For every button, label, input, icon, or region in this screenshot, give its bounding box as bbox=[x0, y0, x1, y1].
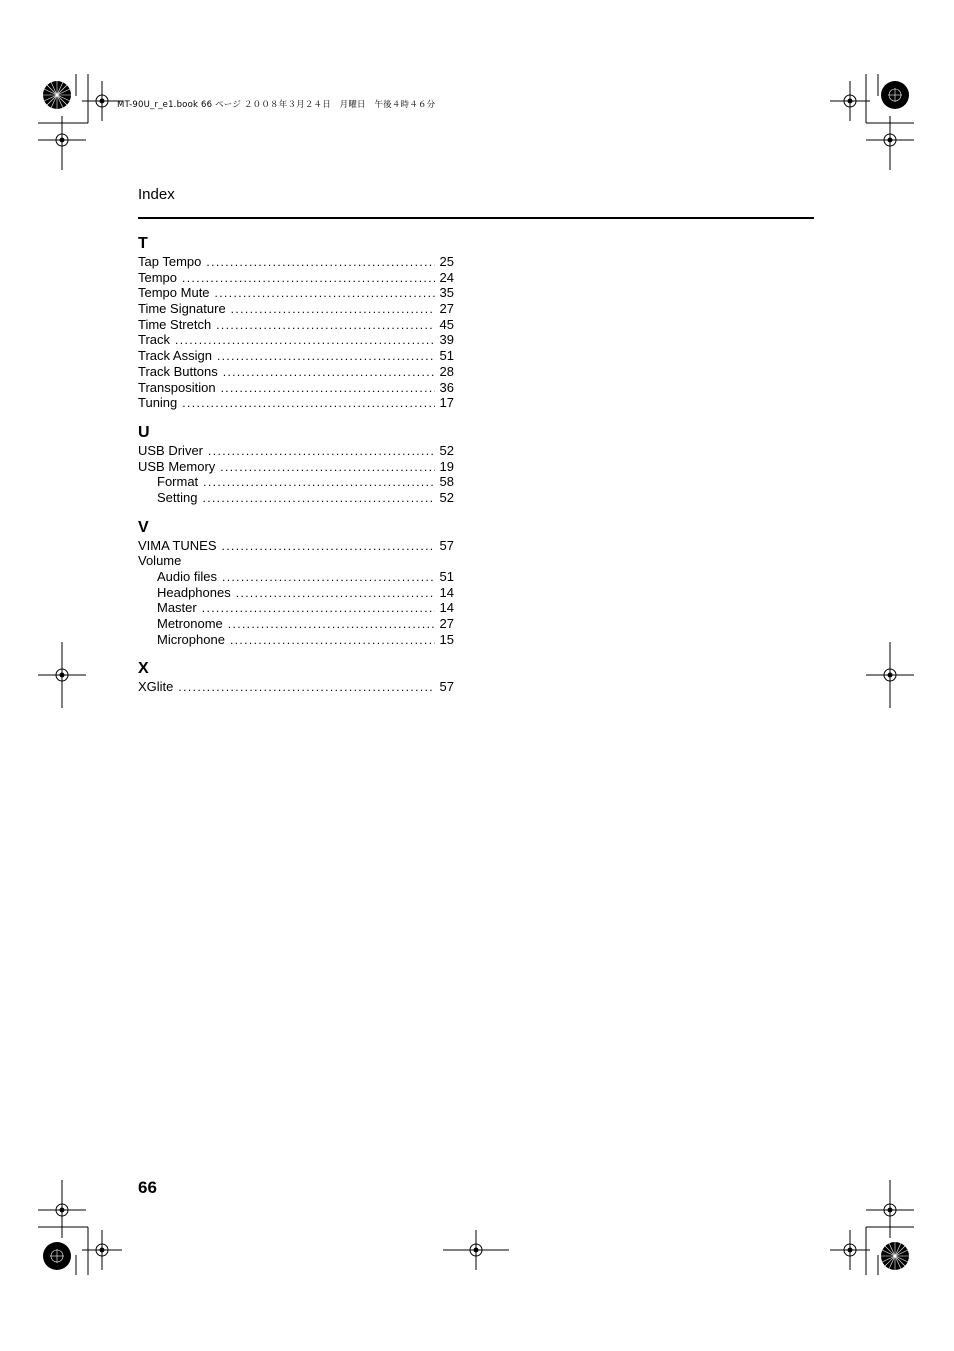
section-letter: T bbox=[138, 235, 148, 252]
entry-term: Time Signature bbox=[138, 301, 226, 317]
entry-term: Time Stretch bbox=[138, 316, 212, 332]
entry-page-number: 52 bbox=[439, 442, 454, 458]
entry-page-number: 57 bbox=[439, 679, 454, 695]
index-entry bbox=[138, 332, 454, 348]
index-entry bbox=[138, 553, 454, 569]
dot-leader bbox=[203, 475, 434, 491]
starburst-mark-icon bbox=[880, 80, 910, 110]
index-entry bbox=[138, 380, 454, 396]
dot-leader bbox=[206, 255, 434, 271]
dot-leader bbox=[222, 539, 435, 555]
registration-target-icon bbox=[830, 1230, 870, 1270]
index-entry bbox=[138, 348, 454, 364]
index-entry bbox=[138, 538, 454, 554]
registration-target-icon bbox=[38, 112, 86, 172]
entry-page-number: 39 bbox=[439, 332, 454, 348]
index-entry bbox=[138, 364, 454, 380]
dot-leader bbox=[231, 302, 435, 318]
entry-term: Tempo Mute bbox=[138, 285, 210, 301]
entry-term: Tuning bbox=[138, 395, 178, 411]
entry-page-number: 15 bbox=[439, 631, 454, 647]
dot-leader bbox=[175, 333, 435, 349]
entry-page-number: 51 bbox=[439, 348, 454, 364]
index-subentry bbox=[138, 600, 454, 616]
starburst-mark-icon bbox=[42, 1241, 72, 1271]
entry-term: Microphone bbox=[157, 631, 225, 647]
registration-target-icon bbox=[866, 642, 914, 708]
index-subentry bbox=[138, 632, 454, 648]
entry-page-number: 27 bbox=[439, 616, 454, 632]
dot-leader bbox=[215, 286, 435, 302]
index-entry bbox=[138, 679, 454, 695]
entry-page-number: 25 bbox=[439, 254, 454, 269]
header-rule bbox=[138, 217, 814, 219]
entry-term: Track bbox=[138, 332, 171, 348]
dot-leader bbox=[216, 318, 434, 334]
entry-term: XGlite bbox=[138, 679, 174, 695]
index-section bbox=[138, 424, 454, 506]
entry-page-number: 14 bbox=[439, 584, 454, 600]
index-entry bbox=[138, 301, 454, 317]
entry-page-number: 57 bbox=[439, 537, 454, 553]
entry-page-number: 24 bbox=[439, 269, 454, 285]
dot-leader bbox=[222, 570, 435, 586]
registration-target-icon bbox=[830, 81, 870, 121]
dot-leader bbox=[236, 586, 435, 602]
registration-target-icon bbox=[82, 81, 122, 121]
dot-leader bbox=[178, 680, 434, 696]
index-section bbox=[138, 660, 454, 695]
entry-page-number: 19 bbox=[439, 458, 454, 474]
registration-target-icon bbox=[443, 1230, 509, 1270]
index-subentry bbox=[138, 585, 454, 601]
entry-page-number: 45 bbox=[439, 316, 454, 332]
entry-page-number: 28 bbox=[439, 363, 454, 379]
entry-term: Metronome bbox=[157, 616, 223, 632]
index-entry bbox=[138, 270, 454, 286]
entry-term: USB Driver bbox=[138, 442, 204, 458]
page-number: 66 bbox=[138, 1178, 157, 1197]
entry-term: Master bbox=[157, 600, 197, 616]
registration-target-icon bbox=[38, 642, 86, 708]
entry-term: Tempo bbox=[138, 269, 178, 285]
dot-leader bbox=[217, 349, 435, 365]
dot-leader bbox=[202, 491, 434, 507]
index-section bbox=[138, 235, 454, 411]
entry-page-number: 52 bbox=[439, 489, 454, 505]
dot-leader bbox=[223, 365, 435, 381]
entry-term: Audio files bbox=[157, 569, 217, 584]
entry-term: Tap Tempo bbox=[138, 254, 202, 269]
entry-term: Volume bbox=[138, 553, 182, 569]
index-list bbox=[138, 235, 454, 708]
dot-leader bbox=[220, 460, 434, 476]
entry-page-number: 35 bbox=[439, 285, 454, 301]
index-entry bbox=[138, 285, 454, 301]
registration-target-icon bbox=[866, 112, 914, 172]
dot-leader bbox=[182, 271, 435, 287]
entry-page-number: 27 bbox=[439, 301, 454, 317]
entry-term: Headphones bbox=[157, 584, 231, 600]
entry-term: USB Memory bbox=[138, 458, 216, 474]
dot-leader bbox=[202, 601, 435, 617]
starburst-mark-icon bbox=[42, 80, 72, 110]
registration-target-icon bbox=[866, 1180, 914, 1240]
section-letter: V bbox=[138, 518, 149, 536]
dot-leader bbox=[230, 633, 435, 649]
index-subentry bbox=[138, 474, 454, 490]
index-entry bbox=[138, 317, 454, 333]
entry-term: Setting bbox=[157, 489, 198, 505]
dot-leader bbox=[228, 617, 435, 633]
section-letter: U bbox=[138, 423, 150, 441]
index-entry bbox=[138, 459, 454, 475]
page-title: Index bbox=[138, 186, 175, 203]
entry-term: Transposition bbox=[138, 379, 216, 395]
index-entry bbox=[138, 443, 454, 459]
starburst-mark-icon bbox=[880, 1241, 910, 1271]
dot-leader bbox=[182, 396, 434, 412]
print-info-line: MT-90U_r_e1.book 66 ページ ２００８年３月２４日 月曜日 午後４時４６分 bbox=[117, 100, 436, 110]
entry-term: VIMA TUNES bbox=[138, 537, 217, 553]
entry-term: Track Buttons bbox=[138, 363, 218, 379]
entry-page-number: 58 bbox=[439, 474, 454, 490]
entry-term: Format bbox=[157, 474, 199, 490]
section-letter: X bbox=[138, 660, 149, 678]
entry-page-number: 51 bbox=[439, 569, 454, 584]
index-section bbox=[138, 519, 454, 648]
entry-page-number: 14 bbox=[439, 600, 454, 616]
index-subentry bbox=[138, 616, 454, 632]
dot-leader bbox=[208, 444, 435, 460]
index-entry bbox=[138, 254, 454, 270]
entry-term: Track Assign bbox=[138, 348, 212, 364]
index-subentry bbox=[138, 569, 454, 585]
index-subentry bbox=[138, 490, 454, 506]
registration-target-icon bbox=[82, 1230, 122, 1270]
dot-leader bbox=[221, 381, 435, 397]
registration-target-icon bbox=[38, 1180, 86, 1240]
index-entry bbox=[138, 395, 454, 411]
entry-page-number: 17 bbox=[439, 395, 454, 411]
entry-page-number: 36 bbox=[439, 379, 454, 395]
